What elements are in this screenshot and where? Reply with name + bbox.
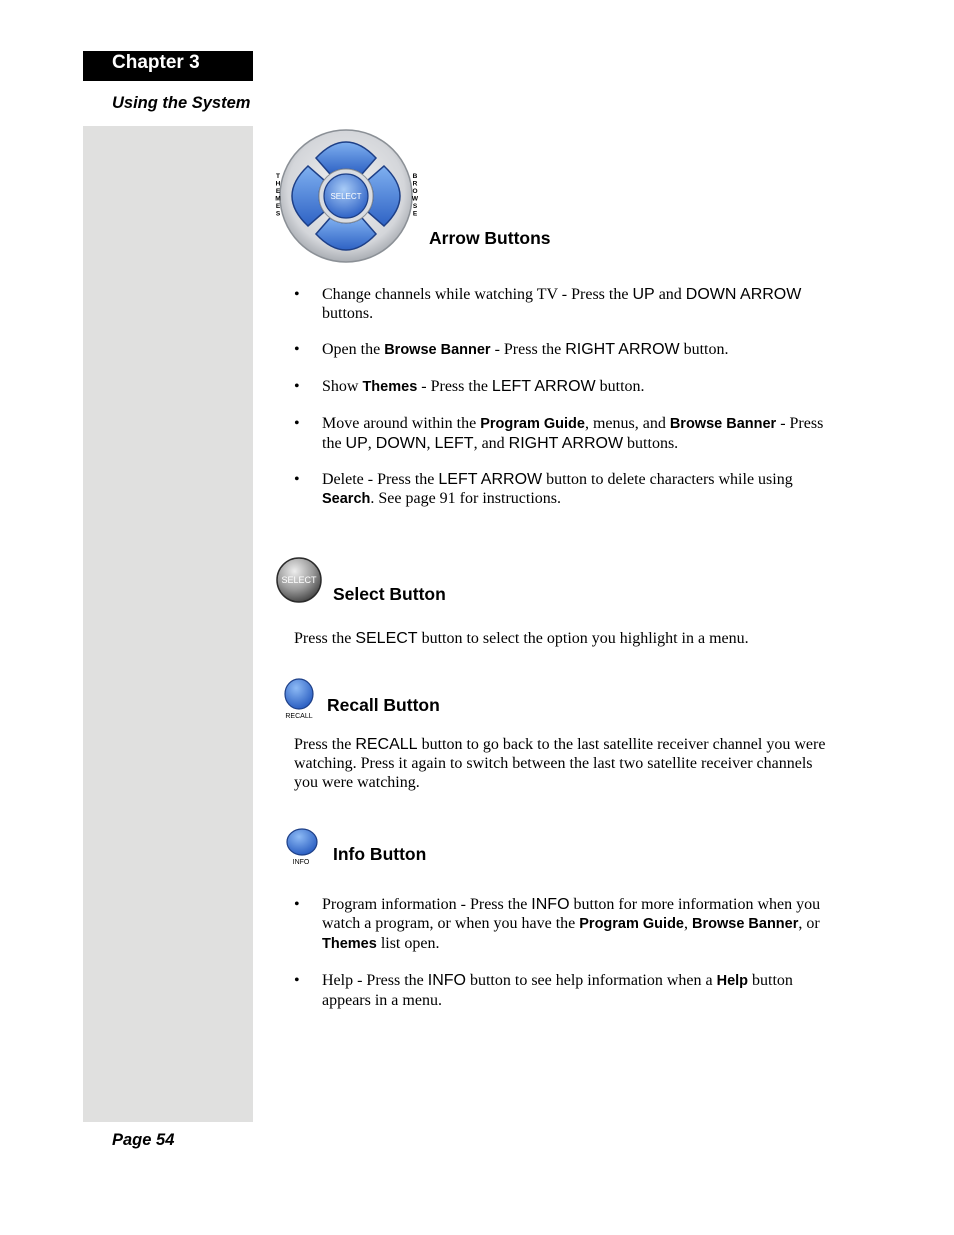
recall-button-text: Press the RECALL button to go back to the last satellite receiver channel you were watching. Press it again to switch between the last two satellite receiver channels you were watching. bbox=[294, 736, 826, 791]
button-name: RIGHT ARROW bbox=[508, 435, 624, 452]
bullet-icon: • bbox=[294, 341, 300, 358]
section-title: Using the System bbox=[112, 94, 251, 112]
button-name: RECALL bbox=[355, 736, 418, 753]
svg-text:BROWSE: B R O W S E bbox=[411, 173, 419, 218]
screen-name: Program Guide bbox=[579, 916, 684, 932]
recall-button-heading: Recall Button bbox=[327, 695, 440, 715]
side-margin-band bbox=[83, 126, 253, 1122]
info-button-list bbox=[294, 895, 839, 1027]
button-name: INFO bbox=[531, 896, 570, 913]
arrow-buttons-heading: Arrow Buttons bbox=[429, 228, 551, 248]
svg-text:SELECT: SELECT bbox=[281, 575, 317, 585]
svg-text:SELECT: SELECT bbox=[330, 192, 362, 201]
arrow-buttons-list bbox=[294, 285, 839, 526]
screen-name: Search bbox=[322, 491, 371, 507]
list-item: • Delete - Press the LEFT ARROW button to delete characters while using Search. See page 91 for instructions. bbox=[294, 471, 793, 507]
screen-name: Browse Banner bbox=[692, 916, 799, 932]
button-name: RIGHT ARROW bbox=[565, 341, 680, 358]
list-item: • Open the Browse Banner - Press the RIGHT ARROW button. bbox=[294, 341, 729, 358]
button-name: UP bbox=[345, 435, 368, 452]
bullet-icon: • bbox=[294, 378, 300, 395]
button-name: SELECT bbox=[355, 630, 418, 647]
screen-name: Browse Banner bbox=[384, 342, 491, 358]
button-name: INFO bbox=[427, 972, 466, 989]
bullet-icon: • bbox=[294, 286, 300, 303]
screen-name: Browse Banner bbox=[669, 416, 777, 432]
screen-name: Themes bbox=[322, 936, 377, 952]
button-name: DOWN ARROW bbox=[685, 286, 802, 303]
svg-text:INFO: INFO bbox=[292, 859, 310, 866]
list-item: • Change channels while watching TV - Press the UP and DOWN ARROW buttons. bbox=[294, 286, 802, 322]
select-button-icon bbox=[275, 556, 325, 606]
button-name: LEFT bbox=[434, 435, 474, 452]
page-number: Page 54 bbox=[112, 1131, 175, 1149]
info-button-icon bbox=[285, 827, 323, 869]
bullet-icon: • bbox=[294, 972, 300, 989]
list-item: • Help - Press the INFO button to see help information when a Help button appears in a menu. bbox=[294, 972, 793, 1009]
list-item: • Program information - Press the INFO button for more information when you watch a program, or when you have the Program Guide, Browse Banner, or Themes list open. bbox=[294, 896, 821, 952]
list-item: • Show Themes - Press the LEFT ARROW button. bbox=[294, 378, 645, 395]
svg-text:THEMES: T H E M E S bbox=[275, 173, 281, 218]
button-name: UP bbox=[632, 286, 655, 303]
button-name: LEFT ARROW bbox=[491, 378, 596, 395]
screen-name: Help bbox=[716, 973, 749, 989]
button-name: DOWN bbox=[375, 435, 427, 452]
recall-button-icon bbox=[282, 678, 320, 722]
screen-name: Themes bbox=[362, 379, 418, 395]
info-button-heading: Info Button bbox=[333, 844, 427, 864]
button-name: LEFT ARROW bbox=[438, 471, 543, 488]
bullet-icon: • bbox=[294, 415, 300, 432]
chapter-label: Chapter 3 bbox=[83, 51, 253, 81]
bullet-icon: • bbox=[294, 471, 300, 488]
bullet-icon: • bbox=[294, 896, 300, 913]
screen-name: Program Guide bbox=[480, 416, 585, 432]
svg-text:RECALL: RECALL bbox=[285, 713, 313, 720]
select-button-text: Press the SELECT button to select the option you highlight in a menu. bbox=[294, 630, 749, 647]
arrow-buttons-icon bbox=[272, 128, 424, 266]
list-item: • Move around within the Program Guide, menus, and Browse Banner - Press the UP, DOWN, LEFT, and RIGHT ARROW buttons. bbox=[294, 415, 824, 452]
select-button-heading: Select Button bbox=[333, 584, 446, 604]
